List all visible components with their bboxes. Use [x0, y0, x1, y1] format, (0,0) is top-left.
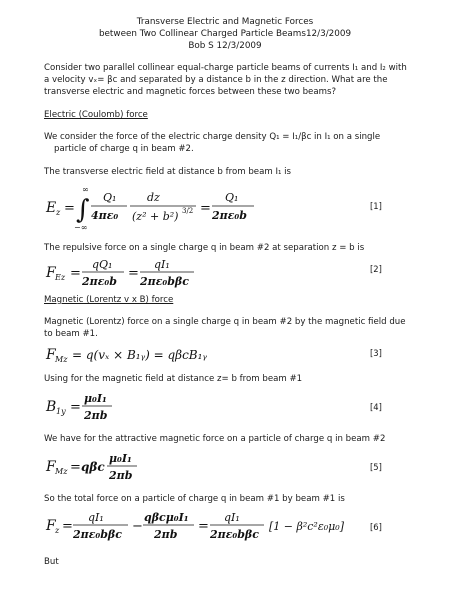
svg-text:=: = — [200, 201, 211, 216]
equation-4 — [44, 389, 164, 429]
svg-text:=: = — [62, 519, 73, 534]
eq1-den2-exp: 3/2 — [182, 207, 194, 215]
eq5-lhs: F — [46, 459, 56, 475]
electric-para-line2: particle of charge q in beam #2. — [54, 144, 194, 154]
eq5-num: μ₀I₁ — [109, 452, 132, 465]
equation-2 — [44, 255, 244, 295]
eq6-den2: 2πb — [154, 528, 178, 541]
eq2-den1: 2πε₀b — [82, 275, 117, 288]
magnetic-force-text: We have for the attractive magnetic force on a particle of charge q in beam #2 — [44, 434, 386, 444]
eq4-den: 2πb — [84, 409, 108, 422]
eq5-lhs-sub: Mz — [55, 467, 68, 476]
eq1-number: [1] — [370, 201, 382, 211]
eq5-number: [5] — [370, 462, 382, 472]
magnetic-field-text: Using for the magnetic field at distance z= b from beam #1 — [44, 374, 303, 384]
intro-line3: transverse electric and magnetic forces between these two beams? — [44, 87, 337, 97]
eq3-lhs: F — [46, 347, 56, 363]
section-heading-magnetic: Magnetic (Lorentz v x B) force — [44, 295, 174, 305]
eq6-lhs: F — [46, 518, 56, 534]
eq1-num2: dz — [147, 191, 160, 204]
intro-line2: a velocity vₓ= βc and separated by a distance b in the z direction. What are the — [44, 75, 388, 85]
electric-para-line1: We consider the force of the electric charge density Q₁ = I₁/βc in I₁ on a single — [44, 132, 381, 142]
eq6-lhs-sub: z — [55, 526, 60, 535]
eq1-den1: 4πε₀ — [91, 209, 119, 222]
eq1-den2: (z² + b²) — [132, 210, 179, 223]
svg-text:=: = — [70, 266, 81, 281]
eq2-lhs: F — [46, 265, 56, 281]
equation-3 — [44, 342, 304, 370]
svg-text:=: = — [70, 400, 81, 415]
magnetic-para-line2: to beam #1. — [44, 329, 98, 339]
equation-6 — [44, 508, 364, 550]
eq1-lhs-sub: z — [56, 208, 61, 217]
eq3-number: [3] — [370, 348, 382, 358]
svg-text:=: = — [64, 201, 75, 216]
section-heading-electric: Electric (Coulomb) force — [44, 110, 148, 120]
eq3-lhs-sub: Mz — [55, 355, 68, 364]
eq4-number: [4] — [370, 402, 382, 412]
closing-text: But — [44, 557, 59, 567]
doc-title-line2: between Two Collinear Charged Particle Beams12/3/2009 — [98, 29, 352, 39]
eq3-rhs: = q(vₓ × B₁ᵧ) = qβcB₁ᵧ — [72, 348, 207, 362]
eq6-num1: qI₁ — [88, 511, 104, 524]
eq2-number: [2] — [370, 264, 382, 274]
eq2-lhs-sub: Ez — [55, 273, 66, 282]
equation-5 — [44, 449, 184, 489]
eq4-lhs-sub: 1y — [56, 407, 66, 416]
eq1-num1: Q₁ — [103, 191, 117, 204]
eq1-lhs: E — [46, 200, 57, 216]
eq2-num2: qI₁ — [154, 258, 170, 271]
eq1-num3: Q₁ — [225, 191, 239, 204]
eq6-bracket: [1 − β²c²ε₀μ₀] — [269, 520, 345, 533]
electric-field-text: The transverse electric field at distance b from beam I₁ is — [44, 167, 292, 177]
eq2-num1: qQ₁ — [92, 258, 113, 271]
eq6-num3: qI₁ — [224, 511, 240, 524]
intro-line1: Consider two parallel collinear equal-charge particle beams of currents I₁ and I₂ with — [44, 63, 407, 73]
eq6-num2: qβcμ₀I₁ — [144, 511, 189, 524]
eq6-den1: 2πε₀bβc — [73, 528, 122, 541]
eq2-den2: 2πε₀bβc — [140, 275, 189, 288]
eq4-num: μ₀I₁ — [84, 392, 107, 405]
eq1-int-upper: ∞ — [82, 185, 89, 194]
integral-sign: ∫ — [76, 195, 90, 225]
eq5-den: 2πb — [109, 469, 133, 482]
electric-force-text: The repulsive force on a single charge q in beam #2 at separation z = b is — [44, 243, 365, 253]
eq1-den3: 2πε₀b — [212, 209, 247, 222]
eq6-den3: 2πε₀bβc — [210, 528, 259, 541]
doc-title-line1: Transverse Electric and Magnetic Forces — [136, 17, 314, 27]
svg-text:−: − — [132, 519, 143, 534]
magnetic-total-text: So the total force on a particle of charge q in beam #1 by beam #1 is — [44, 494, 345, 504]
eq1-int-lower: −∞ — [74, 223, 88, 232]
equation-1 — [44, 180, 344, 236]
svg-text:=: = — [198, 519, 209, 534]
magnetic-para-line1: Magnetic (Lorentz) force on a single charge q in beam #2 by the magnetic field due — [44, 317, 406, 327]
doc-author-line: Bob S 12/3/2009 — [188, 41, 262, 51]
svg-text:=: = — [128, 266, 139, 281]
eq6-number: [6] — [370, 522, 382, 532]
eq4-lhs: B — [46, 399, 57, 415]
svg-text:=: = — [70, 460, 81, 475]
eq5-prefix: qβc — [81, 460, 105, 474]
